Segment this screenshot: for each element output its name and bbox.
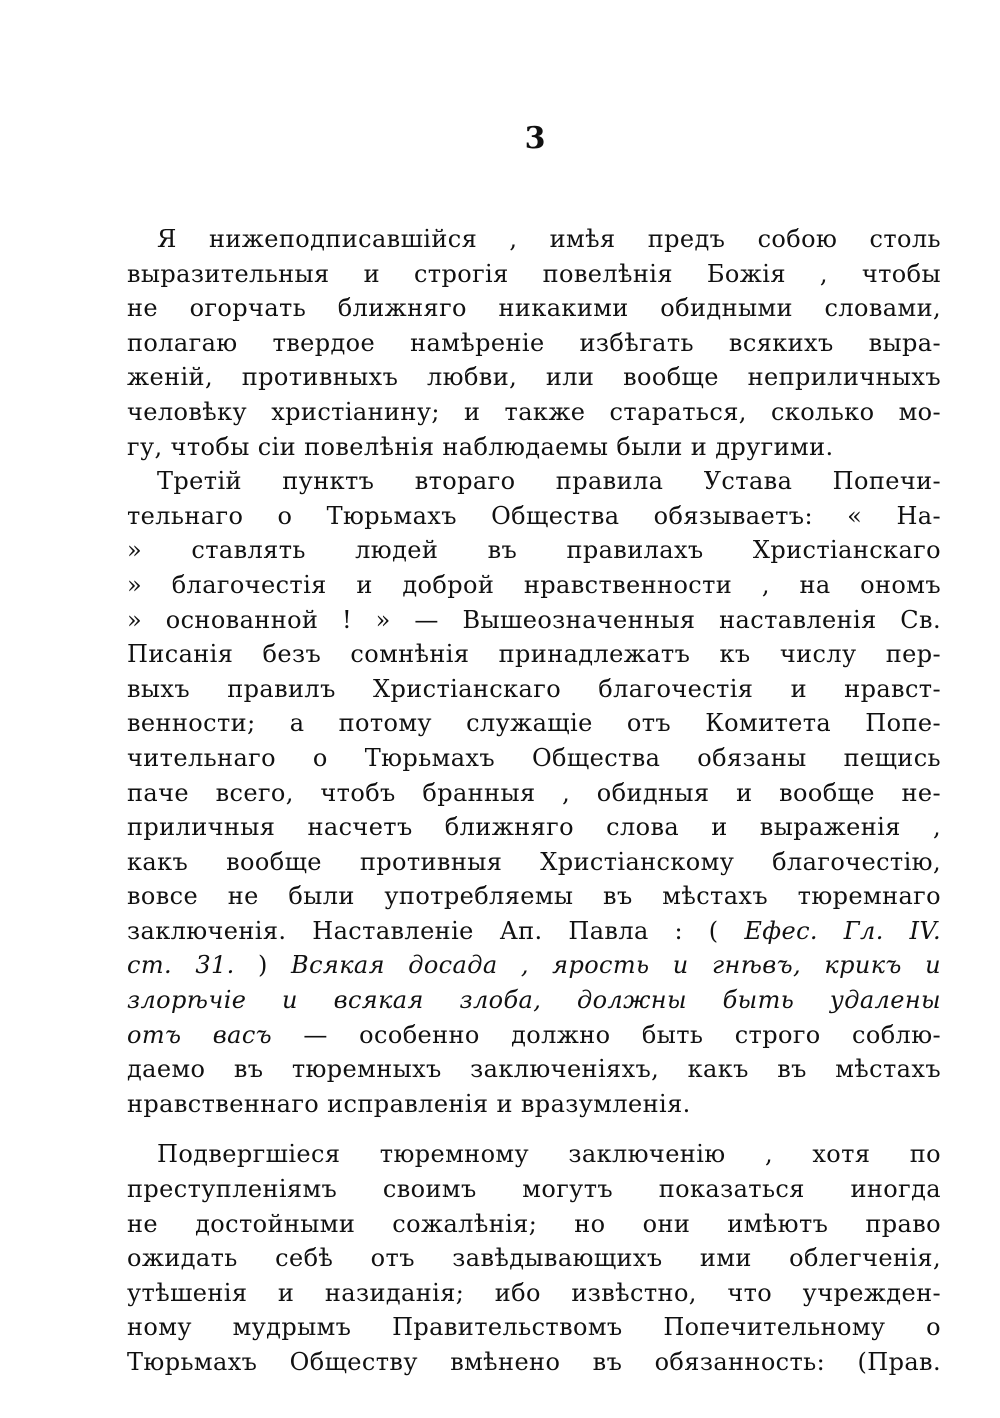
scripture-reference: Ефес. Гл. IV. <box>744 916 941 945</box>
scripture-quote: отъ васъ <box>127 1020 273 1049</box>
page-number: 3 <box>524 121 546 156</box>
text-line: тельнаго о Тюрьмахъ Общества обязываетъ: « На- <box>127 501 941 530</box>
text-line: » ставлять людей въ правилахъ Христіанскаго <box>127 536 941 565</box>
text-line: приличныя насчетъ ближняго слова и выраженія , <box>127 813 941 842</box>
text-line: гу, чтобы сіи повелѣнія наблюдаемы были и другими. <box>127 432 834 461</box>
text-line: не достойными сожалѣнія; но они имѣютъ право <box>127 1209 941 1238</box>
text-segment: заключенія. Наставленіе Ап. Павла : ( <box>127 916 745 945</box>
text-segment: — особенно должно быть строго соблю- <box>272 1020 941 1049</box>
text-line <box>127 914 941 949</box>
text-line: нравственнаго исправленія и вразумленія. <box>127 1089 691 1118</box>
text-line: вовсе не были употребляемы въ мѣстахъ тюремнаго <box>127 882 941 911</box>
text-line: какъ вообще противныя Христіанскому благочестію, <box>127 847 941 876</box>
text-line: выхъ правилъ Христіанскаго благочестія и нравст- <box>127 674 941 703</box>
text-line: Третій пунктъ втораго правила Устава Попечи- <box>157 467 941 496</box>
text-line <box>127 948 941 983</box>
text-line: даемо въ тюремныхъ заключеніяхъ, какъ въ мѣстахъ <box>127 1055 941 1084</box>
text-line: Тюрьмахъ Обществу вмѣнено въ обязанность: (Прав. <box>127 1348 941 1376</box>
text-line: » благочестія и доброй нравственности , на ономъ <box>127 570 941 599</box>
text-line: выразительныя и строгія повелѣнія Божія , чтобы <box>127 259 941 288</box>
scripture-quote: злорѣчіе и всякая злоба, должны быть удалены <box>127 986 941 1015</box>
scripture-quote: Всякая досада , ярость и гнѣвъ, крикъ и <box>291 951 941 980</box>
text-line: венности; а потому служащіе отъ Комитета Попе- <box>127 709 941 738</box>
text-line: Писанія безъ сомнѣнія принадлежатъ къ числу пер- <box>127 640 941 669</box>
text-segment: ) <box>234 951 292 980</box>
text-line: чительнаго о Тюрьмахъ Общества обязаны пещись <box>127 743 941 772</box>
text-line <box>127 1018 941 1053</box>
text-line: полагаю твердое намѣреніе избѣгать всякихъ выра- <box>127 328 941 357</box>
text-line: человѣку христіанину; и также стараться, сколько мо- <box>127 397 941 426</box>
text-line: паче всего, чтобъ бранныя , обидныя и вообще не- <box>127 778 941 807</box>
text-line: ному мудрымъ Правительствомъ Попечительному о <box>127 1313 941 1342</box>
text-line: утѣшенія и назиданія; ибо извѣстно, что учрежден- <box>127 1278 941 1307</box>
main-text <box>127 222 941 1380</box>
text-line: Я нижеподписавшійся , имѣя предъ собою столь <box>157 225 941 253</box>
text-line: не огорчать ближняго никакими обидными словами, <box>127 294 941 323</box>
text-line: Подвергшіеся тюремному заключенію , хотя по <box>157 1140 941 1169</box>
text-line: преступленіямъ своимъ могутъ показаться иногда <box>127 1175 941 1204</box>
text-line: » основанной ! » — Вышеозначенныя наставленія Св. <box>127 605 941 634</box>
scripture-verse: ст. 31. <box>127 951 235 980</box>
text-line <box>127 983 941 1018</box>
text-line: женій, противныхъ любви, или вообще неприличныхъ <box>127 363 941 392</box>
text-line: ожидать себѣ отъ завѣдывающихъ ими облегченія, <box>127 1244 941 1273</box>
